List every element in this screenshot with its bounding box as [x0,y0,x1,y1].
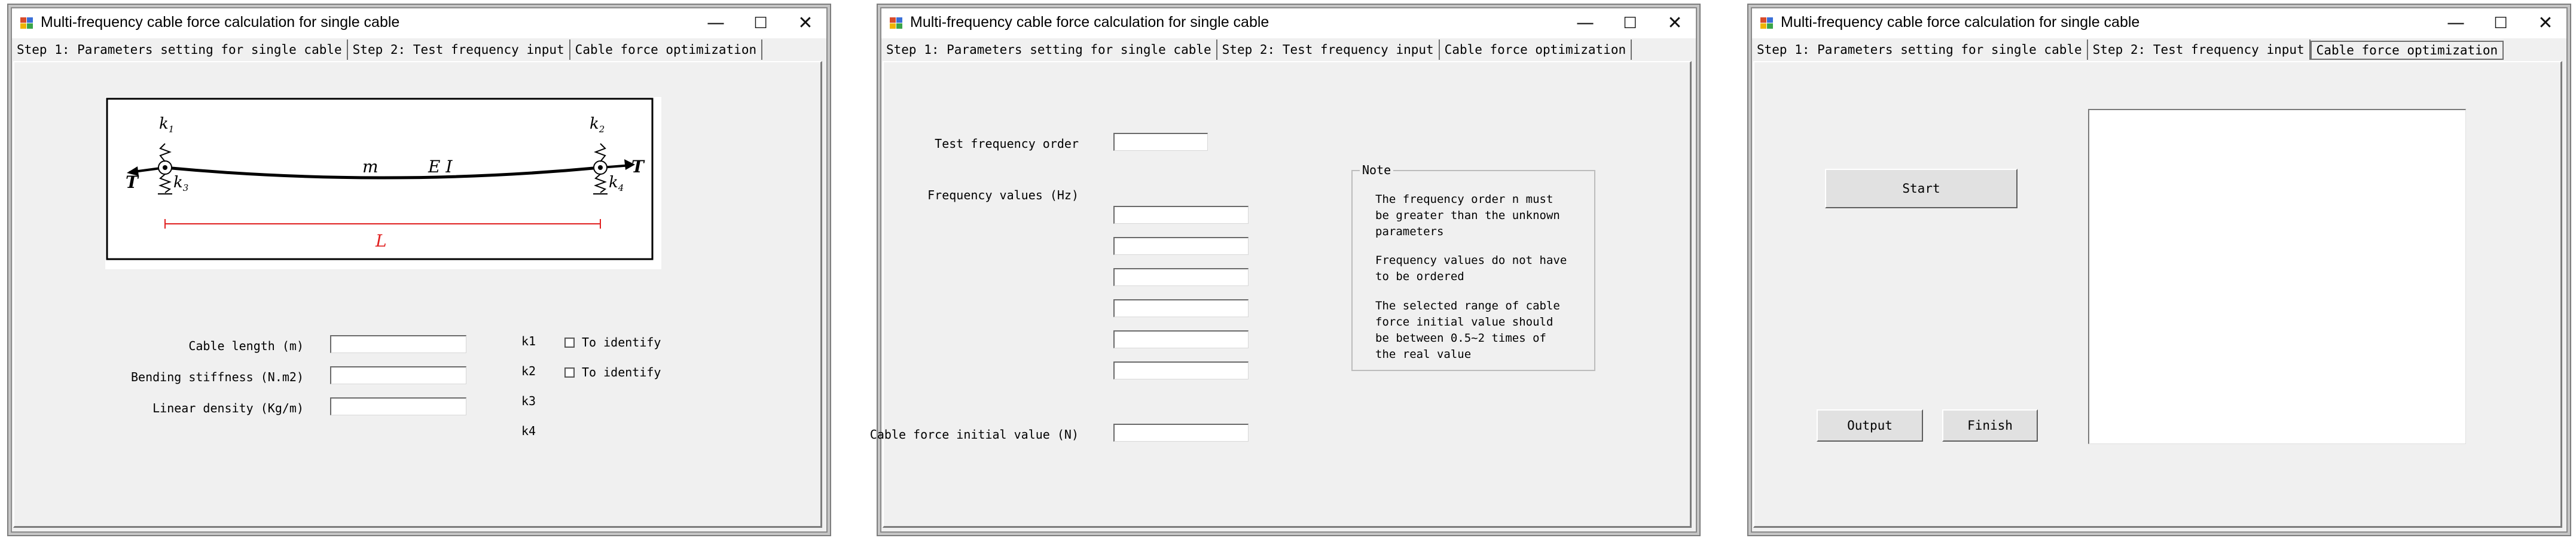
app-icon [20,17,33,29]
k1-label: $k_1$ [159,115,175,135]
note-line: be between 0.5~2 times of [1375,332,1546,345]
finish-button[interactable]: Finish [1942,409,2038,442]
note-line: the real value [1375,348,1472,361]
note-line: parameters [1375,225,1444,238]
window-step3 [1752,8,2566,531]
note-line: Frequency values do not have [1375,254,1567,267]
note-text-2 [1375,253,1567,285]
title-bar [881,8,1696,38]
order-label: Test frequency order [935,136,1079,151]
window-title: Multi-frequency cable force calculation for single cable [910,14,1269,31]
title-bar [1752,8,2566,38]
identify-k1-checkbox[interactable] [564,335,661,350]
note-group [1351,163,1595,371]
output-button[interactable]: Output [1817,409,1923,442]
k3-spring-label: k3 [521,394,536,408]
identify-k2-checkbox[interactable] [564,365,661,379]
note-title: Note [1360,163,1393,177]
checkbox-box[interactable] [564,367,575,378]
maximize-icon[interactable]: ☐ [2493,14,2508,32]
cable-diagram [105,97,661,269]
bending-stiffness-input[interactable] [330,366,466,384]
maximize-icon[interactable]: ☐ [1623,14,1637,32]
note-line: force initial value should [1375,315,1553,329]
frequency-input-5[interactable] [1113,330,1249,348]
start-button[interactable]: Start [1825,169,2018,208]
tab-step1[interactable]: Step 1: Parameters setting for single cable [881,39,1217,60]
frequency-input-2[interactable] [1113,237,1249,255]
tab-step3[interactable]: Cable force optimization [570,39,762,60]
tab-step3[interactable]: Cable force optimization [2311,41,2504,60]
note-text-1 [1375,192,1560,240]
linear-density-label: Linear density (Kg/m) [152,401,304,415]
tension-left-label: T [126,172,138,192]
close-icon[interactable]: ✕ [2538,13,2553,34]
mass-label: m [362,157,379,177]
identify-k2-label: To identify [582,365,661,379]
bending-stiffness-label: Bending stiffness (N.m2) [131,370,304,384]
note-line: The selected range of cable [1375,299,1560,312]
tab-strip [1752,39,2504,60]
note-text-3 [1375,298,1560,363]
result-textbox[interactable] [2088,109,2466,444]
checkbox-box[interactable] [564,338,575,348]
frequency-values-label: Frequency values (Hz) [927,188,1079,202]
cable-length-label: Cable length (m) [188,339,304,353]
k4-label: $k_4$ [609,174,624,194]
close-icon[interactable]: ✕ [1667,13,1683,34]
cable-length-input[interactable] [330,335,466,353]
tab-panel-step2 [869,61,1692,528]
window-title: Multi-frequency cable force calculation for single cable [41,14,400,31]
tab-step1[interactable]: Step 1: Parameters setting for single cable [1752,39,2088,60]
tab-step2[interactable]: Step 2: Test frequency input [2088,39,2311,60]
frequency-input-1[interactable] [1113,206,1249,224]
tab-step2[interactable]: Step 2: Test frequency input [348,39,570,60]
tab-panel-step3 [1753,61,2562,528]
k4-spring-label: k4 [521,424,536,438]
tab-step2[interactable]: Step 2: Test frequency input [1217,39,1440,60]
k2-label: $k_2$ [590,115,605,135]
note-line: The frequency order n must [1375,193,1553,206]
window-title: Multi-frequency cable force calculation for single cable [1781,14,2140,31]
length-label: L [376,231,387,251]
frequency-input-3[interactable] [1113,268,1249,286]
window-step1 [12,8,826,531]
k3-label: $k_3$ [173,174,189,194]
app-icon [1760,17,1774,29]
note-line: be greater than the unknown [1375,209,1560,222]
order-input[interactable] [1113,133,1208,151]
maximize-icon[interactable]: ☐ [753,14,768,32]
window-step2 [869,8,1696,531]
k1-spring-label: k1 [521,334,536,348]
tab-step3[interactable]: Cable force optimization [1440,39,1632,60]
app-icon [890,17,903,29]
frequency-input-4[interactable] [1113,299,1249,317]
initial-force-input[interactable] [1113,424,1249,442]
minimize-icon[interactable]: — [2447,13,2465,34]
linear-density-input[interactable] [330,397,466,415]
tab-step1[interactable]: Step 1: Parameters setting for single cable [12,39,348,60]
minimize-icon[interactable]: — [707,13,725,34]
tab-panel-step1 [13,61,822,528]
identify-k1-label: To identify [582,335,661,350]
frequency-input-6[interactable] [1113,361,1249,379]
tab-strip [12,39,762,60]
minimize-icon[interactable]: — [1576,13,1594,34]
tab-strip [881,39,1632,60]
stiffness-label: E I [428,157,453,177]
note-line: to be ordered [1375,270,1464,283]
k2-spring-label: k2 [521,364,536,378]
title-bar [12,8,826,38]
initial-force-label: Cable force initial value (N) [869,427,1079,442]
tension-right-label: T [631,157,644,177]
close-icon[interactable]: ✕ [798,13,813,34]
